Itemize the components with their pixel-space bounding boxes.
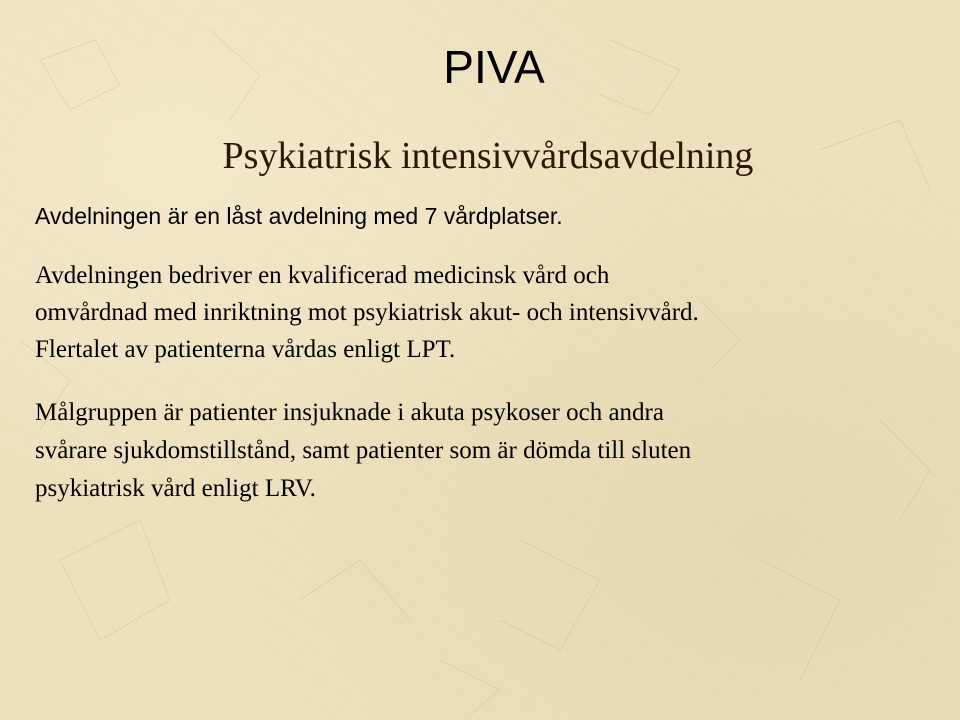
- paragraph-care-description: [35, 257, 935, 368]
- text-line: svårare sjukdomstillstånd, samt patienter som är dömda till sluten: [35, 437, 692, 464]
- text-line: Flertalet av patienterna vårdas enligt LPT.: [35, 336, 456, 363]
- paragraph-capacity: [35, 198, 935, 234]
- slide-subtitle: Psykiatrisk intensivvårdsavdelning: [222, 135, 754, 177]
- text-line: Målgruppen är patienter insjuknade i akuta psykoser och andra: [35, 399, 664, 426]
- text-line: omvårdnad med inriktning mot psykiatrisk akut- och intensivvård.: [35, 299, 699, 326]
- text-line: psykiatrisk vård enligt LRV.: [35, 475, 316, 502]
- text-line: Avdelningen bedriver en kvalificerad medicinsk vård och: [35, 262, 610, 289]
- text-line: Avdelningen är en låst avdelning med 7 vårdplatser.: [35, 203, 563, 229]
- slide-title: PIVA: [443, 41, 545, 93]
- paragraph-target-group: [35, 394, 935, 508]
